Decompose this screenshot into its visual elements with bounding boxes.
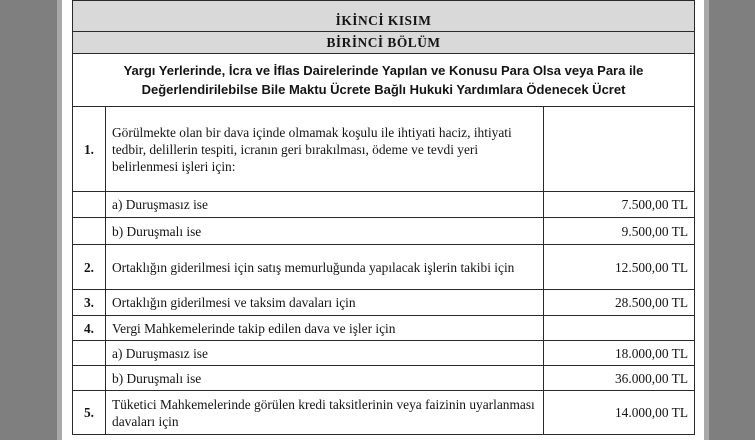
table-row: [73, 316, 695, 341]
row-text: Görülmekte olan bir dava içinde olmamak koşulu ile ihtiyati haciz, ihtiyati tedbir, delillerin tespiti, icranın geri bırakılması, ödeme ve tevdi yeri belirlenmesi işleri için:: [106, 107, 544, 192]
document-page: [62, 0, 704, 440]
row-amount: 12.500,00 TL: [544, 245, 695, 290]
row-text: a) Duruşmasız ise: [106, 341, 544, 366]
row-number: 5.: [73, 391, 106, 435]
table-row: [73, 192, 695, 218]
table-row: [73, 290, 695, 316]
row-number: [73, 341, 106, 366]
table-row: [73, 245, 695, 290]
table-row: [73, 341, 695, 366]
table-row: [73, 218, 695, 245]
row-number: 3.: [73, 290, 106, 316]
row-amount: 18.000,00 TL: [544, 341, 695, 366]
row-number: 4.: [73, 316, 106, 341]
row-text: Vergi Mahkemelerinde takip edilen dava ve işler için: [106, 316, 544, 341]
page-edge-right: [704, 0, 709, 440]
part-title: İKİNCİ KISIM: [73, 1, 695, 32]
row-number: 1.: [73, 107, 106, 192]
row-amount: 9.500,00 TL: [544, 218, 695, 245]
table-row: [73, 107, 695, 192]
row-amount: 36.000,00 TL: [544, 366, 695, 391]
table-row: [73, 366, 695, 391]
row-text: Ortaklığın giderilmesi için satış memurluğunda yapılacak işlerin takibi için: [106, 245, 544, 290]
row-amount: 14.000,00 TL: [544, 391, 695, 435]
row-text: Ortaklığın giderilmesi ve taksim davaları için: [106, 290, 544, 316]
row-number: [73, 218, 106, 245]
row-text: Tüketici Mahkemelerinde görülen kredi taksitlerinin veya faizinin uyarlanması davaları için: [106, 391, 544, 435]
row-number: [73, 366, 106, 391]
row-text: a) Duruşmasız ise: [106, 192, 544, 218]
table-row: [73, 391, 695, 435]
heading-row: [73, 54, 695, 107]
fee-table: [72, 0, 695, 435]
row-number: 2.: [73, 245, 106, 290]
row-amount: [544, 316, 695, 341]
section-title-row: [73, 32, 695, 54]
row-amount: 7.500,00 TL: [544, 192, 695, 218]
section-title: BİRİNCİ BÖLÜM: [73, 32, 695, 54]
row-text: b) Duruşmalı ise: [106, 218, 544, 245]
table-heading: Yargı Yerlerinde, İcra ve İflas Dairelerinde Yapılan ve Konusu Para Olsa veya Para ile Değerlendirilebilse Bile Maktu Ücrete Bağlı Hukuki Yardımlara Ödenecek Ücret: [73, 54, 695, 107]
part-title-row: [73, 1, 695, 32]
row-amount: 28.500,00 TL: [544, 290, 695, 316]
row-number: [73, 192, 106, 218]
row-text: b) Duruşmalı ise: [106, 366, 544, 391]
row-amount: [544, 107, 695, 192]
